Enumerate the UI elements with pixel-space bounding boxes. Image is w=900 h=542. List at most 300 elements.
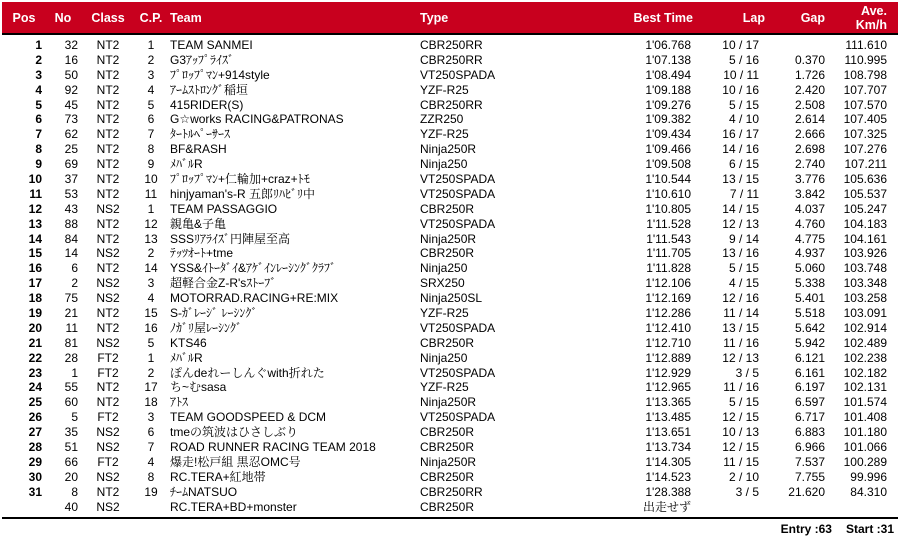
row-type: ZZR250 xyxy=(420,112,464,127)
row-speed: 103.348 xyxy=(843,276,887,291)
row-pos: 22 xyxy=(28,350,42,365)
row-pos: 3 xyxy=(35,67,42,82)
row-team: ﾃｯﾂｵｰﾄ+tme xyxy=(170,246,234,261)
row-team: ぽんdeれーしんぐwith折れた xyxy=(170,365,325,380)
row-cp: 12 xyxy=(144,216,158,231)
row-type: Ninja250R xyxy=(420,395,477,410)
row-type: CBR250R xyxy=(420,335,475,350)
table-row xyxy=(2,98,898,113)
row-cp: 3 xyxy=(147,410,155,425)
row-team: ROAD RUNNER RACING TEAM 2018 xyxy=(170,440,376,455)
row-lap: 11 / 14 xyxy=(723,306,759,321)
row-gap: 3.776 xyxy=(794,172,825,187)
row-lap: 12 / 15 xyxy=(722,440,759,455)
table-body xyxy=(2,38,898,515)
row-lap: 11 / 15 xyxy=(723,454,759,469)
row-pos: 18 xyxy=(28,291,42,306)
table-row xyxy=(2,127,898,142)
row-class: NS2 xyxy=(96,246,120,261)
row-lap: 11 / 16 xyxy=(723,380,759,395)
row-pos: 21 xyxy=(28,335,42,350)
row-lap: 9 / 14 xyxy=(728,231,759,246)
row-number: 11 xyxy=(65,320,78,335)
row-number: 25 xyxy=(64,142,78,157)
row-class: NT2 xyxy=(96,172,120,187)
row-number: 35 xyxy=(64,425,78,440)
row-class: NT2 xyxy=(96,67,120,82)
row-team: 親亀&子亀 xyxy=(170,216,227,231)
row-cp: 15 xyxy=(144,306,158,321)
row-cp: 6 xyxy=(147,425,155,440)
row-team: TEAM SANMEI xyxy=(170,38,253,52)
table-row xyxy=(2,485,898,500)
footer-summary xyxy=(781,522,894,536)
row-pos: 8 xyxy=(35,142,42,157)
row-lap: 13 / 15 xyxy=(722,320,759,335)
row-class: NS2 xyxy=(96,291,120,306)
header-type: Type xyxy=(420,10,449,25)
table-row xyxy=(2,217,898,232)
row-gap: 6.717 xyxy=(794,410,825,425)
row-gap: 2.740 xyxy=(794,157,825,172)
table-row xyxy=(2,112,898,127)
row-class: NT2 xyxy=(96,38,120,52)
row-gap: 2.508 xyxy=(794,97,825,112)
row-pos: 5 xyxy=(35,97,42,112)
row-best-time: 1'12.286 xyxy=(645,306,691,321)
row-pos: 7 xyxy=(35,127,42,142)
table-row xyxy=(2,470,898,485)
row-type: YZF-R25 xyxy=(420,306,469,321)
row-speed: 110.995 xyxy=(844,52,887,67)
table-row xyxy=(2,232,898,247)
header-cp: C.P. xyxy=(139,10,163,25)
row-number: 55 xyxy=(64,380,78,395)
row-best-time: 1'12.965 xyxy=(645,380,691,395)
row-gap: 6.197 xyxy=(794,380,825,395)
row-speed: 101.066 xyxy=(843,440,887,455)
row-cp: 2 xyxy=(147,52,155,67)
row-gap: 1.726 xyxy=(794,67,825,82)
row-speed: 107.325 xyxy=(843,127,887,142)
row-speed: 101.574 xyxy=(843,395,887,410)
row-class: NT2 xyxy=(96,186,120,201)
row-speed: 105.636 xyxy=(843,172,887,187)
start-count: Start :31 xyxy=(845,522,894,536)
row-speed: 102.238 xyxy=(843,350,887,365)
table-row xyxy=(2,440,898,455)
row-best-time: 1'13.734 xyxy=(645,440,691,455)
row-pos xyxy=(2,500,46,515)
row-cp: 10 xyxy=(144,172,158,187)
row-speed: 108.798 xyxy=(843,67,887,82)
row-type: Ninja250 xyxy=(420,157,468,172)
row-class: NS2 xyxy=(96,425,120,440)
row-team: ﾁｰﾑNATSUO xyxy=(170,484,238,499)
header-lap: Lap xyxy=(742,10,765,25)
row-cp: 5 xyxy=(147,335,155,350)
row-type: VT250SPADA xyxy=(420,67,496,82)
row-number: 92 xyxy=(64,82,78,97)
row-best-time: 1'10.805 xyxy=(645,201,691,216)
row-best-time: 1'09.276 xyxy=(645,97,691,112)
row-lap: 5 / 15 xyxy=(728,261,759,276)
row-pos: 27 xyxy=(28,425,42,440)
row-lap: 2 / 10 xyxy=(728,469,759,484)
row-cp: 6 xyxy=(147,112,155,127)
row-speed: 102.182 xyxy=(843,365,887,380)
row-best-time: 1'11.705 xyxy=(646,246,691,261)
table-row xyxy=(2,202,898,217)
table-row xyxy=(2,157,898,172)
row-gap xyxy=(765,38,825,53)
row-class: NT2 xyxy=(96,127,120,142)
row-lap: 5 / 15 xyxy=(728,395,759,410)
row-pos: 17 xyxy=(28,276,42,291)
row-lap: 11 / 16 xyxy=(723,335,759,350)
row-number: 60 xyxy=(64,395,78,410)
row-lap: 10 / 16 xyxy=(722,82,759,97)
row-speed: 107.570 xyxy=(843,97,887,112)
row-speed: 105.247 xyxy=(843,201,887,216)
row-gap: 4.037 xyxy=(794,201,825,216)
row-best-time: 出走せず xyxy=(642,499,691,514)
row-number: 43 xyxy=(64,201,78,216)
row-gap: 5.338 xyxy=(794,276,825,291)
row-class: NS2 xyxy=(96,469,120,484)
row-class: NT2 xyxy=(96,306,120,321)
row-class: NT2 xyxy=(96,52,120,67)
row-class: NS2 xyxy=(96,440,120,455)
row-cp: 7 xyxy=(147,440,155,455)
row-team: 爆走!松戸組 黒忍OMC号 xyxy=(170,454,301,469)
row-team: RC.TERA+BD+monster xyxy=(170,499,297,514)
row-speed: 107.211 xyxy=(844,157,887,172)
row-gap: 0.370 xyxy=(794,52,825,67)
row-pos: 26 xyxy=(28,410,42,425)
row-pos: 30 xyxy=(28,469,42,484)
row-cp: 4 xyxy=(147,291,155,306)
table-row xyxy=(2,53,898,68)
row-gap: 5.942 xyxy=(794,335,825,350)
row-number: 8 xyxy=(71,484,78,499)
row-class: NT2 xyxy=(96,484,120,499)
row-lap: 5 / 15 xyxy=(728,97,759,112)
row-lap: 5 / 16 xyxy=(728,52,759,67)
row-class: NT2 xyxy=(96,216,120,231)
row-class: FT2 xyxy=(97,454,119,469)
header-speed xyxy=(825,4,889,32)
row-cp: 2 xyxy=(147,365,155,380)
row-team: 415RIDER(S) xyxy=(170,97,244,112)
row-number: 50 xyxy=(64,67,78,82)
row-gap: 2.420 xyxy=(794,82,825,97)
table-row xyxy=(2,455,898,470)
row-speed: 107.276 xyxy=(843,142,887,157)
row-class: NT2 xyxy=(96,97,120,112)
row-pos: 14 xyxy=(28,231,42,246)
row-cp: 1 xyxy=(147,350,155,365)
row-gap: 6.966 xyxy=(794,440,825,455)
row-team: ﾀｰﾄﾙﾍﾟｰｻｰｽ xyxy=(170,127,231,142)
row-number: 40 xyxy=(64,499,78,514)
row-class: NT2 xyxy=(96,231,120,246)
header-team: Team xyxy=(170,10,202,25)
row-number: 21 xyxy=(64,306,78,321)
row-best-time: 1'13.485 xyxy=(645,410,691,425)
row-pos: 10 xyxy=(28,172,42,187)
row-best-time: 1'12.106 xyxy=(645,276,691,291)
row-lap: 6 / 15 xyxy=(728,157,759,172)
table-row xyxy=(2,142,898,157)
row-number: 75 xyxy=(64,291,78,306)
row-best-time: 1'12.710 xyxy=(645,335,691,350)
row-speed: 103.748 xyxy=(843,261,887,276)
row-speed: 101.180 xyxy=(843,425,887,440)
row-number: 66 xyxy=(64,454,78,469)
table-row xyxy=(2,306,898,321)
row-type: CBR250R xyxy=(420,499,475,514)
row-type: Ninja250R xyxy=(420,142,477,157)
row-gap: 4.775 xyxy=(794,231,825,246)
row-class: NT2 xyxy=(96,142,120,157)
row-speed: 103.926 xyxy=(843,246,887,261)
row-cp: 16 xyxy=(144,320,158,335)
row-team: G☆works RACING&PATRONAS xyxy=(170,112,344,127)
row-pos: 9 xyxy=(35,157,42,172)
row-best-time: 1'08.494 xyxy=(645,67,691,82)
row-team: S-ｶﾞﾚｰｼﾞ ﾚｰｼﾝｸﾞ xyxy=(170,306,258,321)
row-speed: 107.707 xyxy=(843,82,887,97)
row-team: tmeの筑波はひさしぶり xyxy=(170,425,299,440)
row-speed: 104.183 xyxy=(843,216,887,231)
row-best-time: 1'10.610 xyxy=(645,186,691,201)
row-pos: 31 xyxy=(28,484,42,499)
row-cp: 14 xyxy=(144,261,158,276)
row-lap: 14 / 16 xyxy=(722,142,759,157)
row-best-time: 1'06.768 xyxy=(645,38,691,52)
row-number: 88 xyxy=(64,216,78,231)
row-cp: 1 xyxy=(147,38,155,52)
table-row xyxy=(2,261,898,276)
row-team: YSS&ｲﾄｰﾀﾞｲ&ｱｹﾞｲﾝﾚｰｼﾝｸﾞｸﾗﾌﾞ xyxy=(170,261,337,276)
row-type: CBR250R xyxy=(420,440,475,455)
row-speed xyxy=(825,500,889,515)
row-number: 62 xyxy=(64,127,78,142)
row-number: 20 xyxy=(64,469,78,484)
row-gap xyxy=(765,500,825,515)
table-row xyxy=(2,38,898,53)
row-gap: 3.842 xyxy=(794,186,825,201)
row-best-time: 1'09.382 xyxy=(645,112,691,127)
row-type: VT250SPADA xyxy=(420,216,496,231)
row-team: SSSﾘｱﾗｲｽﾞ円陣屋至高 xyxy=(170,231,291,246)
row-class: NT2 xyxy=(96,112,120,127)
row-cp: 1 xyxy=(147,201,155,216)
row-class: NS2 xyxy=(96,499,120,514)
table-row xyxy=(2,276,898,291)
row-team: 超軽合金Z-R'sｽﾄｰﾌﾞ xyxy=(170,276,277,291)
row-pos: 2 xyxy=(35,52,42,67)
table-row xyxy=(2,410,898,425)
row-number: 1 xyxy=(71,365,78,380)
table-row xyxy=(2,351,898,366)
row-lap: 14 / 15 xyxy=(722,201,759,216)
row-number: 2 xyxy=(71,276,78,291)
header-class: Class xyxy=(91,10,125,25)
row-team: MOTORRAD.RACING+RE:MIX xyxy=(170,291,339,306)
row-best-time: 1'11.528 xyxy=(646,216,691,231)
row-best-time: 1'09.188 xyxy=(645,82,691,97)
row-type: Ninja250R xyxy=(420,454,477,469)
row-type: VT250SPADA xyxy=(420,365,496,380)
row-gap: 2.614 xyxy=(794,112,825,127)
row-team: TEAM PASSAGGIO xyxy=(170,201,278,216)
row-team: ｱｰﾑｽﾄﾛﾝｸﾞ稲垣 xyxy=(170,82,249,97)
row-pos: 6 xyxy=(35,112,42,127)
row-number: 28 xyxy=(64,350,78,365)
row-lap: 3 / 5 xyxy=(735,484,759,499)
header-gap: Gap xyxy=(800,10,825,25)
row-number: 53 xyxy=(64,186,78,201)
table-row xyxy=(2,246,898,261)
row-number: 73 xyxy=(64,112,78,127)
row-team: KTS46 xyxy=(170,335,207,350)
row-lap: 4 / 15 xyxy=(728,276,759,291)
row-class: NT2 xyxy=(96,157,120,172)
row-gap: 7.537 xyxy=(794,454,825,469)
row-team: ﾒﾊﾞﾙR xyxy=(170,157,203,172)
row-cp: 11 xyxy=(144,186,158,201)
row-gap: 6.883 xyxy=(794,425,825,440)
row-team: ﾒﾊﾞﾙR xyxy=(170,350,203,365)
entry-count: Entry :63 xyxy=(780,522,832,536)
row-cp: 13 xyxy=(144,231,158,246)
row-cp: 7 xyxy=(147,127,155,142)
row-number: 32 xyxy=(64,38,78,52)
row-type: Ninja250 xyxy=(420,261,468,276)
row-type: CBR250R xyxy=(420,469,475,484)
row-lap: 10 / 11 xyxy=(723,67,759,82)
row-gap: 6.121 xyxy=(794,350,825,365)
row-team: ち~むsasa xyxy=(170,380,227,395)
row-best-time: 1'14.305 xyxy=(645,454,691,469)
row-speed: 103.091 xyxy=(843,306,887,321)
table-row xyxy=(2,172,898,187)
header-speed-line1: Ave. xyxy=(861,3,887,18)
row-gap: 6.597 xyxy=(794,395,825,410)
row-number: 81 xyxy=(64,335,78,350)
row-speed: 100.289 xyxy=(843,454,887,469)
table-row xyxy=(2,366,898,381)
row-class: FT2 xyxy=(97,410,119,425)
row-team: ｱﾄｽ xyxy=(170,395,189,410)
row-lap xyxy=(695,500,765,515)
row-best-time: 1'09.434 xyxy=(645,127,691,142)
row-gap: 2.666 xyxy=(794,127,825,142)
row-best-time: 1'14.523 xyxy=(645,469,691,484)
row-cp xyxy=(136,500,166,515)
row-gap: 5.642 xyxy=(794,320,825,335)
row-type: SRX250 xyxy=(420,276,465,291)
row-pos: 16 xyxy=(28,261,42,276)
row-speed: 105.537 xyxy=(843,186,887,201)
row-lap: 12 / 16 xyxy=(722,291,759,306)
row-pos: 1 xyxy=(35,38,42,52)
row-pos: 4 xyxy=(35,82,42,97)
row-gap: 5.060 xyxy=(794,261,825,276)
table-row xyxy=(2,83,898,98)
row-pos: 23 xyxy=(28,365,42,380)
results-table xyxy=(2,2,898,515)
row-best-time: 1'11.543 xyxy=(646,231,691,246)
row-team: TEAM GOODSPEED & DCM xyxy=(170,410,327,425)
table-row xyxy=(2,395,898,410)
row-cp: 3 xyxy=(147,276,155,291)
table-row xyxy=(2,68,898,83)
row-type: CBR250RR xyxy=(420,38,483,52)
row-gap: 5.518 xyxy=(794,306,825,321)
row-lap: 10 / 13 xyxy=(722,425,759,440)
row-pos: 25 xyxy=(28,395,42,410)
row-cp: 8 xyxy=(147,142,155,157)
row-class: FT2 xyxy=(97,350,119,365)
row-best-time: 1'28.388 xyxy=(645,484,691,499)
row-gap: 4.760 xyxy=(794,216,825,231)
row-best-time: 1'09.466 xyxy=(645,142,691,157)
row-best-time: 1'11.828 xyxy=(646,261,691,276)
row-cp: 4 xyxy=(147,454,155,469)
row-cp: 2 xyxy=(147,246,155,261)
row-class: NS2 xyxy=(96,201,120,216)
row-pos: 24 xyxy=(28,380,42,395)
row-pos: 13 xyxy=(28,216,42,231)
row-gap: 21.620 xyxy=(788,484,825,499)
row-lap: 7 / 11 xyxy=(729,186,759,201)
row-speed: 102.914 xyxy=(843,320,887,335)
row-type: YZF-R25 xyxy=(420,82,469,97)
row-gap: 7.755 xyxy=(794,469,825,484)
row-type: CBR250RR xyxy=(420,97,483,112)
row-speed: 84.310 xyxy=(850,484,887,499)
row-lap: 12 / 15 xyxy=(722,410,759,425)
row-best-time: 1'13.651 xyxy=(645,425,691,440)
row-speed: 99.996 xyxy=(850,469,887,484)
row-class: FT2 xyxy=(97,365,119,380)
row-lap: 13 / 16 xyxy=(722,246,759,261)
row-cp: 3 xyxy=(147,67,155,82)
row-type: Ninja250R xyxy=(420,231,477,246)
row-team: ﾌﾟﾛｯﾌﾟﾏﾝ+914style xyxy=(170,67,270,82)
header-best-time: Best Time xyxy=(633,10,693,25)
row-pos: 28 xyxy=(28,440,42,455)
row-pos: 19 xyxy=(28,306,42,321)
header-no: No xyxy=(54,10,72,25)
row-number: 69 xyxy=(64,157,78,172)
table-row xyxy=(2,500,898,515)
row-team: BF&RASH xyxy=(170,142,227,157)
row-type: CBR250R xyxy=(420,246,475,261)
row-type: VT250SPADA xyxy=(420,410,496,425)
header-speed-line2: Km/h xyxy=(855,17,887,32)
row-class: NT2 xyxy=(96,380,120,395)
table-row xyxy=(2,425,898,440)
table-row xyxy=(2,336,898,351)
row-type: CBR250R xyxy=(420,201,475,216)
row-cp: 18 xyxy=(144,395,158,410)
row-type: CBR250RR xyxy=(420,52,483,67)
row-best-time: 1'07.138 xyxy=(645,52,691,67)
